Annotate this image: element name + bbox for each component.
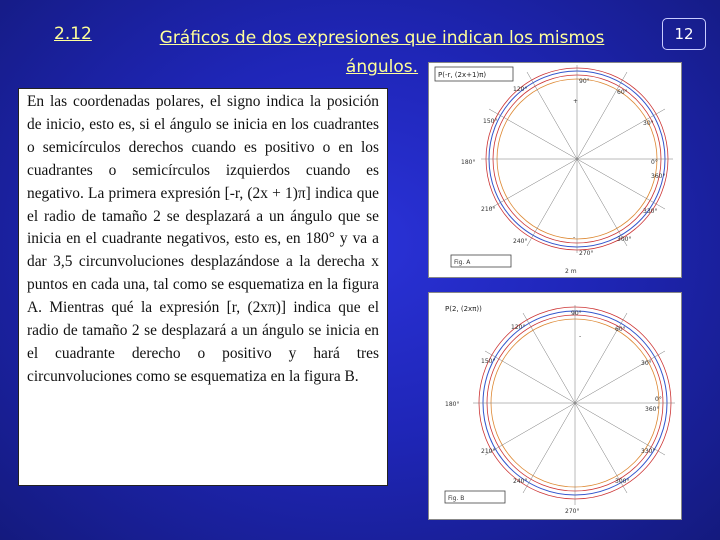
figure-b-angle-90: 90° [571, 310, 582, 317]
figure-b-angle-120: 120° [511, 324, 526, 331]
figure-b-angle-180: 180° [445, 401, 460, 408]
figure-b-angle-30: 30° [641, 360, 652, 367]
figure-a-angle-0: 0° [651, 159, 658, 166]
figure-b-caption: Fig. B [448, 495, 465, 502]
figure-a-expression: P(-r, (2x+1)π) [438, 71, 487, 79]
explanation-text-box [18, 88, 388, 486]
figure-b-minus-sign: - [579, 333, 582, 340]
figure-b [428, 292, 682, 520]
figure-a-angle-120: 120° [513, 86, 528, 93]
figure-a-angle-240: 240° [513, 238, 528, 245]
figure-b-angle-0: 0° [655, 396, 662, 403]
figure-b-angle-240: 240° [513, 478, 528, 485]
figure-a-polar-diagram [429, 63, 681, 277]
figure-b-angle-60: 60° [615, 326, 626, 333]
figure-b-axes [473, 305, 675, 505]
figure-a-angle-60: 60° [617, 89, 628, 96]
slide-title: Gráficos de dos expresiones que indican los mismos ángulos. [159, 28, 605, 77]
figure-b-angle-360: 360° [645, 406, 660, 413]
figure-a-radius-label: 2 m [565, 268, 577, 275]
figure-a-angle-30: 30° [643, 120, 654, 127]
slide-number-label: 2.12 [54, 24, 92, 44]
figure-a-angle-90: 90° [579, 78, 590, 85]
figure-b-angle-270: 270° [565, 508, 580, 515]
figure-b-angle-330: 330° [641, 448, 656, 455]
figure-b-expression: P(2, (2xπ)) [445, 305, 482, 313]
minus-sign-label: - [573, 234, 576, 241]
figure-a-caption: Fig. A [454, 259, 471, 266]
figure-a [428, 62, 682, 278]
figure-a-angle-270: 270° [579, 250, 594, 257]
figure-b-angle-210: 210° [481, 448, 496, 455]
explanation-paragraph: En las coordenadas polares, el signo indica la posición de inicio, esto es, si el ángulo se inicia en los cuadrantes o semicírculos derechos cuando es positivo o en los cuadrantes o semicírculos izquierdos cuando es negativo. La primera expresión [-r, (2x + 1)π] indica que el radio de tamaño 2 se desplazará a un ángulo que se inicia en el cuadrante negativos, esto es, en 180° y va a dar 3,5 circunvoluciones desplazándose a la derecha x puntos en cada una, tal como se esquematiza en la figura A. Mientras qué la expresión [r, (2xπ)] indica que el radio de tamaño 2 se desplazará a un ángulo se inicia en el cuadrante derecho o positivo y hará tres circunvoluciones como se esquematiza en la figura B. [27, 93, 379, 385]
figure-b-angle-150: 150° [481, 358, 496, 365]
plus-sign-label: + [573, 98, 579, 105]
figure-a-angle-210: 210° [481, 206, 496, 213]
figure-a-angle-150: 150° [483, 118, 498, 125]
figure-a-angle-300: 300° [617, 236, 632, 243]
figure-b-polar-diagram [429, 293, 681, 519]
figure-a-axes [481, 65, 673, 253]
figure-b-angle-300: 300° [615, 478, 630, 485]
figure-a-angle-180: 180° [461, 159, 476, 166]
figure-a-angle-330: 330° [643, 208, 658, 215]
page-number: 12 [662, 18, 706, 50]
figure-a-angle-360: 360° [651, 173, 666, 180]
